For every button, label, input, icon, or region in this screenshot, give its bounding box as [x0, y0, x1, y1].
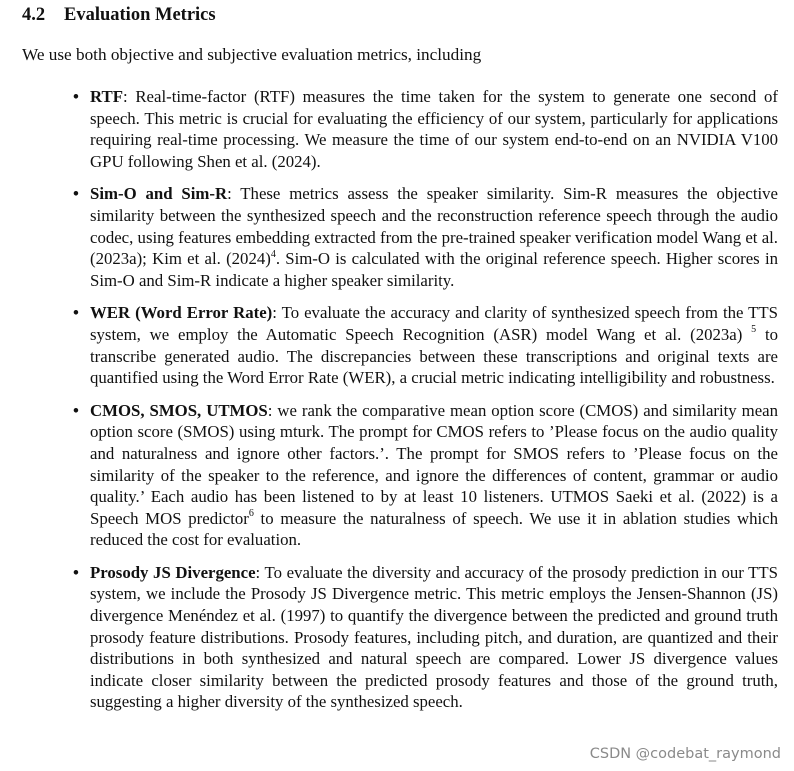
- bullet-icon: •: [73, 184, 79, 204]
- footnote-marker[interactable]: 6: [248, 508, 254, 520]
- footnote-marker[interactable]: 5: [751, 324, 757, 336]
- watermark: CSDN @codebat_raymond: [589, 746, 781, 762]
- list-item-mos: [73, 400, 778, 551]
- item-term: Sim-O and Sim-R: [90, 184, 228, 204]
- list-item-rtf: [73, 86, 778, 172]
- list-item-wer: [73, 302, 779, 388]
- item-body: : we rank the comparative mean option score (CMOS) and similarity mean option score (SMOS) using mturk. The prompt for CMOS refers to ’Please focus on the audio quality and naturalness and ignore other factors.’. The prompt for SMOS refers to ’Please focus on the similarity of the speaker to the reference, and ignore the differences of content, grammar or audio quality.’ Each audio has been listened to by at least 10 listeners. UTMOS Saeki et al. (2022) is a Speech MOS predictor: [90, 400, 778, 528]
- item-body: : These metrics assess the speaker similarity. Sim-R measures the objective similarity between the synthesized speech and the reconstruction reference speech through the audio codec, using features embedding extracted from the pre-trained speaker verification model Wang et al. (2023a); Kim et al. (2024): [90, 184, 778, 269]
- item-body-cont: to measure the naturalness of speech. We use it in ablation studies which reduced the cost for evaluation.: [90, 508, 778, 550]
- section-title: Evaluation Metrics: [64, 5, 216, 25]
- item-term: WER (Word Error Rate): [90, 303, 273, 323]
- bullet-icon: •: [73, 87, 79, 106]
- item-body: : Real-time-factor (RTF) measures the time taken for the system to generate one second of speech. This metric is crucial for evaluating the efficiency of our system, particularly for applications requiring real-time processing. We measure the time of our system end-to-end on an NVIDIA V100 GPU following Shen et al. (2024).: [90, 87, 778, 171]
- section-heading: [22, 5, 216, 26]
- item-term: Prosody JS Divergence: [90, 562, 256, 582]
- item-body-cont: . Sim-O is calculated with the original reference speech. Higher scores in Sim-O and Sim-R indicate a higher speaker similarity.: [90, 249, 778, 290]
- item-term: CMOS, SMOS, UTMOS: [90, 400, 268, 420]
- item-body-cont: to transcribe generated audio. The discrepancies between these transcriptions and original texts are quantified using the Word Error Rate (WER), a crucial metric indicating intelligibility and robustness.: [90, 324, 779, 388]
- item-body: : To evaluate the accuracy and clarity of synthesized speech from the TTS system, we employ the Automatic Speech Recognition (ASR) model Wang et al. (2023a): [90, 303, 778, 344]
- section-number: 4.2: [22, 5, 46, 25]
- bullet-icon: •: [73, 400, 79, 420]
- list-item-sim: [73, 183, 778, 291]
- list-item-prosody: [73, 562, 779, 713]
- intro-paragraph: We use both objective and subjective evaluation metrics, including: [22, 45, 482, 64]
- bullet-icon: •: [73, 303, 79, 323]
- item-term: RTF: [90, 87, 123, 106]
- item-body: : To evaluate the diversity and accuracy of the prosody prediction in our TTS system, we include the Prosody JS Divergence metric. This metric employs the Jensen-Shannon (JS) divergence Menéndez et al. (1997) to quantify the divergence between the predicted and ground truth prosody feature distributions. Prosody features, including pitch, and duration, are quantized and their distributions in both synthesized and natural speech are compared. Lower JS divergence values indicate closer similarity between the predicted prosody features and those of the ground truth, suggesting a higher diversity of the synthesized speech.: [90, 562, 779, 712]
- footnote-marker[interactable]: 4: [270, 248, 276, 260]
- metrics-list: [73, 86, 779, 724]
- bullet-icon: •: [73, 562, 79, 582]
